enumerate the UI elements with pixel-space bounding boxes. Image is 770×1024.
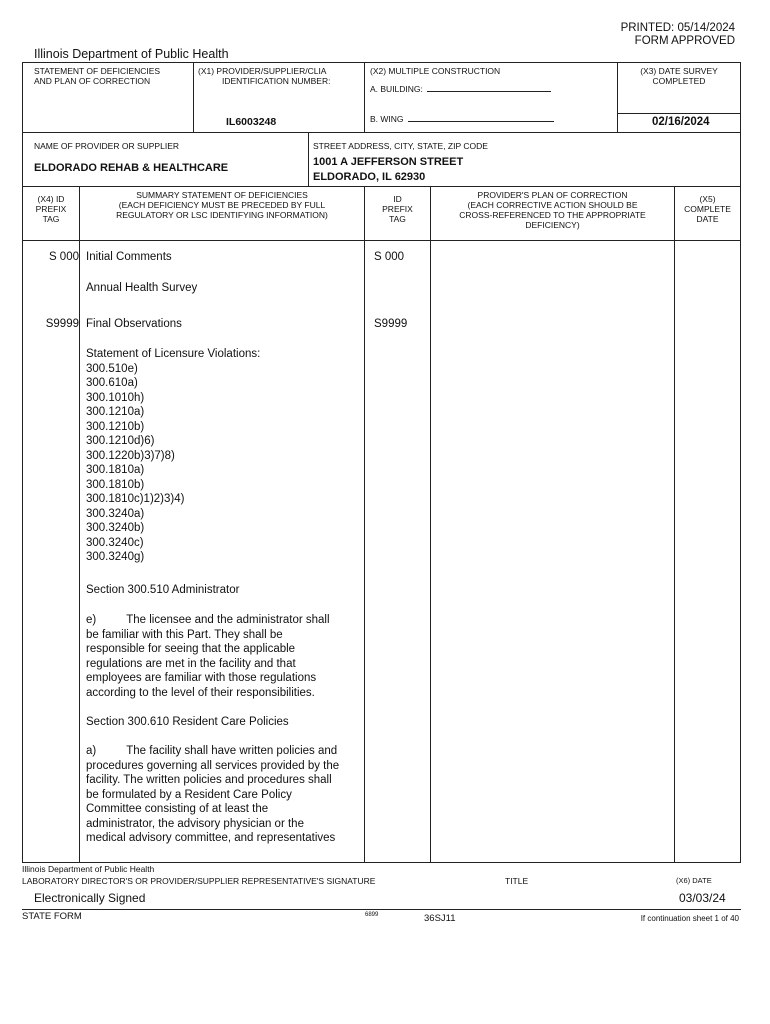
violation-item: 300.3240b) — [86, 522, 145, 534]
id-header: ID PREFIX TAG — [382, 194, 413, 224]
provider-address — [313, 155, 463, 185]
x1-label: (X1) PROVIDER/SUPPLIER/CLIA IDENTIFICATION NUMBER: — [198, 66, 331, 86]
printed-date: PRINTED: 05/14/2024 — [620, 22, 735, 34]
provider-name-label: NAME OF PROVIDER OR SUPPLIER — [34, 141, 179, 151]
section-610-heading: Section 300.610 Resident Care Policies — [86, 716, 289, 728]
violations-block — [86, 347, 362, 565]
violation-item: 300.3240a) — [86, 507, 145, 520]
violation-item: 300.1210a) — [86, 406, 145, 418]
violation-item: 300.1810a) — [86, 464, 145, 476]
id-tag-s9999: S9999 — [374, 318, 408, 330]
survey-date: 02/16/2024 — [652, 116, 710, 128]
x2-label: (X2) MULTIPLE CONSTRUCTION — [370, 66, 501, 76]
address-label: STREET ADDRESS, CITY, STATE, ZIP CODE — [313, 141, 488, 151]
section-510-heading: Section 300.510 Administrator — [86, 584, 240, 596]
title-label: TITLE — [505, 876, 529, 886]
continuation-sheet: If continuation sheet 1 of 40 — [640, 914, 739, 923]
violation-item: 300.1810c)1)2)3)4) — [86, 493, 185, 505]
annual-survey-text: Annual Health Survey — [86, 282, 198, 294]
violation-item: 300.1010h) — [86, 391, 145, 404]
signature-date: 03/03/24 — [679, 891, 726, 905]
tag-s000: S 000 — [48, 251, 79, 263]
building-field: A. BUILDING: — [370, 84, 551, 94]
violation-item: 300.3240c) — [86, 536, 144, 549]
provider-id-number: IL6003248 — [226, 116, 277, 128]
violation-item: 300.1220b)3)7)8) — [86, 449, 175, 462]
violation-item: 300.1810b) — [86, 478, 145, 491]
signature-label: LABORATORY DIRECTOR'S OR PROVIDER/SUPPLIER REPRESENTATIVE'S SIGNATURE — [22, 876, 376, 886]
footer-agency: Illinois Department of Public Health — [22, 864, 155, 874]
agency-name: Illinois Department of Public Health — [34, 47, 229, 61]
plan-header: PROVIDER'S PLAN OF CORRECTION (EACH CORRECTIVE ACTION SHOULD BE CROSS-REFERENCED TO THE APPROPRIATE DEFICIENCY) — [459, 190, 646, 230]
violations-heading: Statement of Licensure Violations: — [86, 348, 261, 360]
violation-item: 300.1210b) — [86, 420, 145, 433]
x3-label: (X3) DATE SURVEY COMPLETED — [640, 66, 718, 86]
wing-blank — [408, 121, 554, 122]
tag-s9999: S9999 — [45, 318, 79, 330]
violation-item: 300.3240g) — [86, 551, 145, 563]
violation-item: 300.510e) — [86, 362, 138, 375]
print-info — [621, 22, 735, 48]
state-form-label: STATE FORM — [22, 911, 82, 922]
x5-header: (X5) COMPLETE DATE — [684, 194, 731, 224]
form-approved: FORM APPROVED — [634, 35, 735, 47]
city-state-zip: ELDORADO, IL 62930 — [313, 171, 426, 183]
wing-field: B. WING — [370, 114, 554, 124]
statement-label: STATEMENT OF DEFICIENCIES AND PLAN OF CORRECTION — [34, 66, 161, 86]
provider-name: ELDORADO REHAB & HEALTHCARE — [34, 162, 229, 174]
building-blank — [427, 91, 551, 92]
form-number: 6899 — [365, 912, 379, 918]
event-id: 36SJ11 — [424, 913, 456, 924]
paragraph-a: a) The facility shall have written policies and procedures governing all services provided by the facility. The written policies and procedures shall be formulated by a Resident Care Policy Committee consisting of at least the administrator, the advisory physician or the medical advisory committee, and representatives — [86, 745, 340, 844]
violation-item: 300.610a) — [86, 377, 138, 389]
signature-value: Electronically Signed — [34, 891, 146, 905]
street-address: 1001 A JEFFERSON STREET — [313, 156, 464, 168]
initial-comments-title: Initial Comments — [86, 251, 172, 263]
violation-item: 300.1210d)6) — [86, 435, 155, 447]
x4-header: (X4) ID PREFIX TAG — [35, 194, 67, 224]
summary-header: SUMMARY STATEMENT OF DEFICIENCIES (EACH DEFICIENCY MUST BE PRECEDED BY FULL REGULATORY OR LSC IDENTIFYING INFORMATION) — [116, 190, 328, 220]
paragraph-e: e) The licensee and the administrator shall be familiar with this Part. They shall be responsible for seeing that the applicable regulations are met in the facility and that employees are familiar with those regulations according to the level of their responsibilities. — [86, 614, 330, 699]
final-observations-title: Final Observations — [86, 318, 182, 330]
x6-date-label: (X6) DATE — [676, 876, 712, 885]
id-tag-s000: S 000 — [374, 251, 405, 263]
